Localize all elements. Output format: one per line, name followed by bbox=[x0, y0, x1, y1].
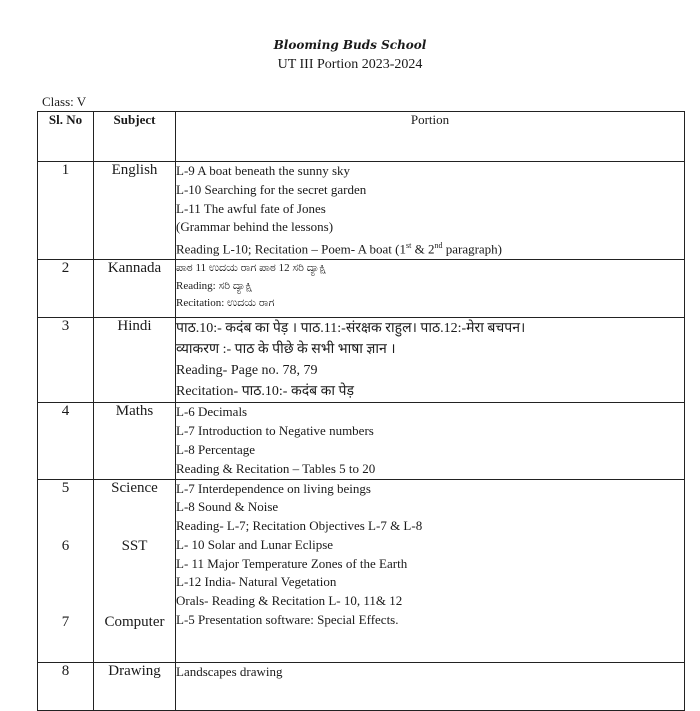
superscript-st: st bbox=[406, 241, 412, 251]
table-row-science-sst-computer bbox=[38, 479, 685, 662]
portion-line: L-12 India- Natural Vegetation bbox=[176, 574, 337, 590]
portion-line: Reading: ಸರಿ ದ್ಯಾಕ್ಷಿ bbox=[176, 279, 253, 292]
portion-line: Recitation: ಉದಯ ರಾಗ bbox=[176, 297, 275, 310]
portion-line: Orals- Reading & Recitation L- 10, 11& 12 bbox=[176, 593, 403, 609]
portion-line: Reading- L-7; Recitation Objectives L-7 & L-8 bbox=[176, 518, 423, 534]
subject-computer: Computer bbox=[104, 613, 165, 630]
portion-cell bbox=[176, 403, 685, 479]
superscript-nd: nd bbox=[434, 241, 443, 251]
portion-line: L- 10 Solar and Lunar Eclipse bbox=[176, 536, 334, 552]
portion-line: Reading & Recitation – Tables 5 to 20 bbox=[176, 460, 376, 476]
portion-cell bbox=[176, 479, 685, 662]
portion-table bbox=[37, 111, 685, 711]
portion-line: व्याकरण :- पाठ के पीछे के सभी भाषा ज्ञान । bbox=[176, 342, 396, 358]
portion-line: L- 11 Major Temperature Zones of the Earth bbox=[176, 555, 408, 571]
subject-name: Hindi bbox=[94, 318, 176, 403]
portion-line: (Grammar behind the lessons) bbox=[176, 219, 334, 235]
table-row-maths bbox=[38, 403, 685, 479]
subject-name: English bbox=[94, 162, 176, 260]
reading-suffix: paragraph) bbox=[442, 241, 503, 257]
portion-line: Landscapes drawing bbox=[176, 663, 283, 679]
portion-cell bbox=[176, 318, 685, 403]
subject-sst: SST bbox=[121, 537, 148, 554]
subject-group bbox=[94, 479, 176, 662]
portion-line: L-8 Percentage bbox=[176, 441, 256, 457]
sl-no-computer: 7 bbox=[61, 613, 70, 630]
sl-no: 1 bbox=[38, 162, 94, 260]
portion-line: L-5 Presentation software: Special Effects. bbox=[176, 612, 399, 628]
sl-no-group bbox=[38, 479, 94, 662]
reading-mid: & 2 bbox=[411, 241, 435, 257]
portion-line: L-10 Searching for the secret garden bbox=[176, 181, 367, 197]
portion-line: L-7 Introduction to Negative numbers bbox=[176, 423, 374, 439]
subject-science: Science bbox=[111, 479, 158, 496]
portion-line: L-8 Sound & Noise bbox=[176, 499, 279, 515]
sl-no-sst: 6 bbox=[61, 537, 70, 554]
header-subject: Subject bbox=[94, 112, 176, 162]
table-header-row bbox=[38, 112, 685, 162]
subject-name: Maths bbox=[94, 403, 176, 479]
header-sl-no: Sl. No bbox=[38, 112, 94, 162]
class-label: Class: V bbox=[42, 94, 87, 109]
portion-line: L-9 A boat beneath the sunny sky bbox=[176, 163, 351, 178]
portion-line bbox=[176, 237, 684, 259]
portion-line: ಪಾಠ 11 ಉದಯ ರಾಗ ಪಾಠ 12 ಸರಿ ದ್ಯಾಕ್ಷಿ bbox=[176, 262, 327, 275]
subject-name: Drawing bbox=[94, 662, 176, 710]
school-name: Blooming Buds School bbox=[273, 38, 427, 52]
table-row-drawing bbox=[38, 662, 685, 710]
sl-no: 3 bbox=[38, 318, 94, 403]
portion-line: L-7 Interdependence on living beings bbox=[176, 480, 371, 496]
reading-prefix: Reading L-10; Recitation – Poem- A boat (1 bbox=[176, 241, 406, 257]
portion-line: L-11 The awful fate of Jones bbox=[176, 200, 326, 216]
sl-no-science: 5 bbox=[61, 479, 70, 496]
portion-line: L-6 Decimals bbox=[176, 404, 248, 420]
sl-no: 4 bbox=[38, 403, 94, 479]
header-portion: Portion bbox=[176, 112, 685, 162]
table-row-kannada bbox=[38, 260, 685, 318]
sl-no: 8 bbox=[38, 662, 94, 710]
portion-cell bbox=[176, 662, 685, 710]
portion-cell bbox=[176, 162, 685, 260]
portion-line: Recitation- पाठ.10:- कदंब का पेड़ bbox=[176, 384, 354, 400]
table-row-english bbox=[38, 162, 685, 260]
subject-name: Kannada bbox=[94, 260, 176, 318]
portion-line: Reading- Page no. 78, 79 bbox=[176, 363, 318, 379]
portion-line: पाठ.10:- कदंब का पेड़ । पाठ.11:-संरक्षक राहुल। पाठ.12:-मेरा बचपन। bbox=[176, 321, 526, 337]
portion-cell bbox=[176, 260, 685, 318]
table-row-hindi bbox=[38, 318, 685, 403]
document-subtitle: UT III Portion 2023-2024 bbox=[277, 57, 423, 72]
sl-no: 2 bbox=[38, 260, 94, 318]
